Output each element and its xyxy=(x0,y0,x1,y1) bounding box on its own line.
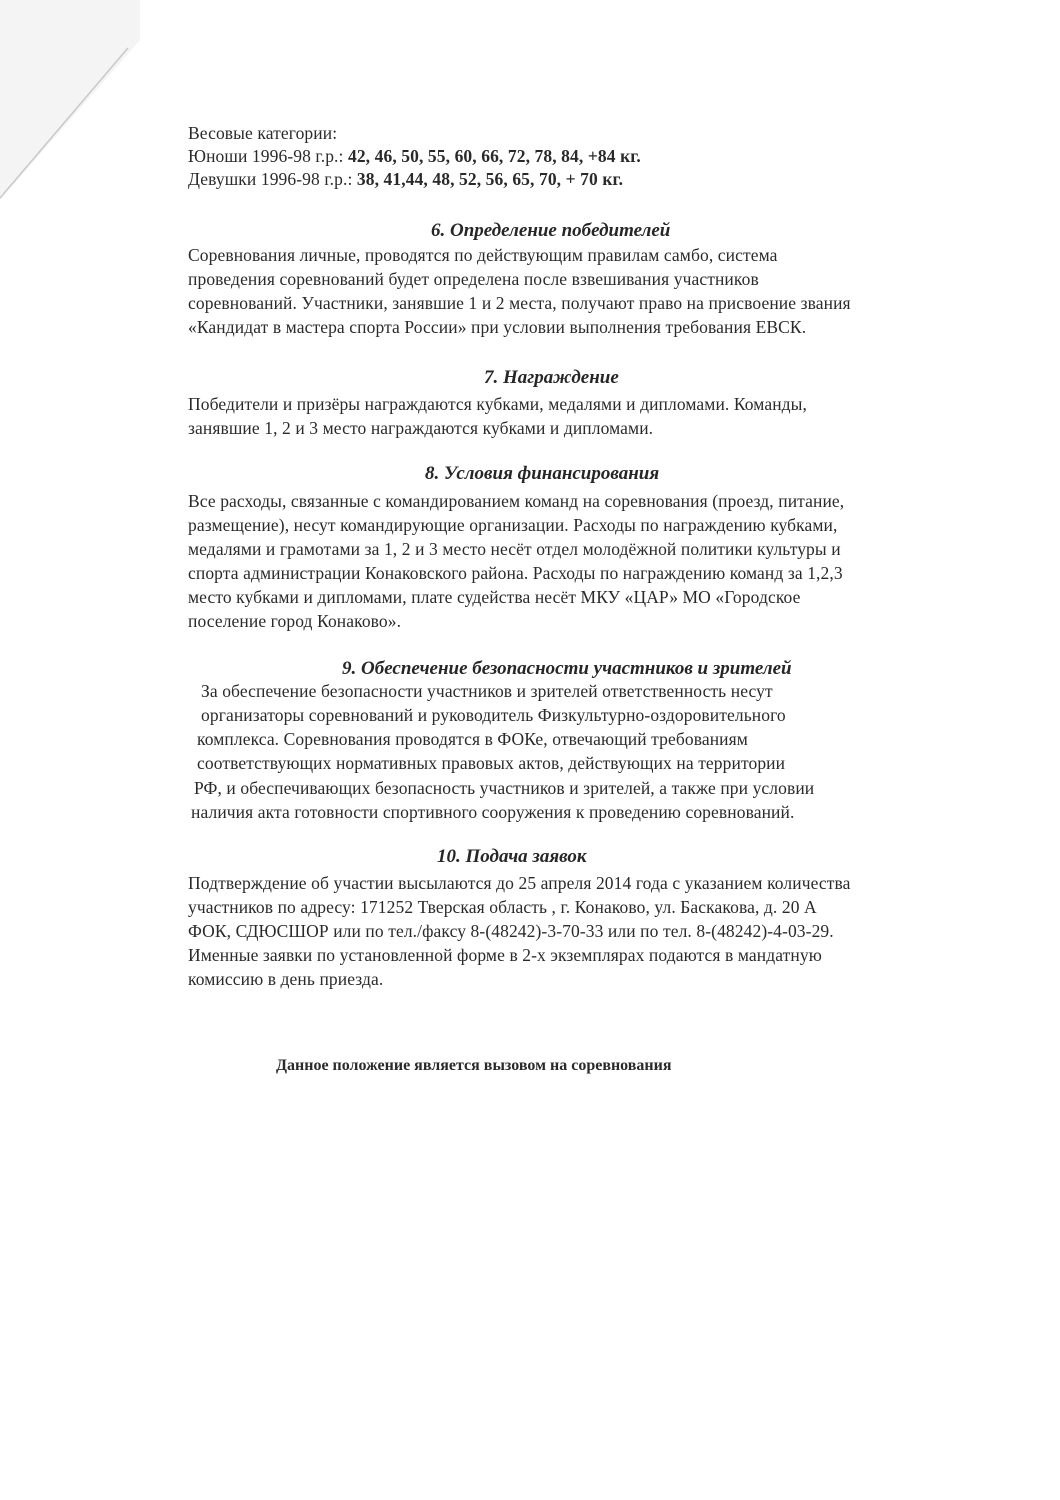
section-8-line: поселение город Конаково». xyxy=(188,611,402,631)
section-9-line: За обеспечение безопасности участников и зрителей ответственность несут xyxy=(201,681,773,701)
section-10-line: Подтверждение об участии высылаются до 25 апреля 2014 года с указанием количества xyxy=(188,873,851,893)
section-8-line: размещение), несут командирующие организации. Расходы по награждению кубками, xyxy=(188,515,838,535)
section-6-line: соревнований. Участники, занявшие 1 и 2 места, получают право на присвоение звания xyxy=(188,293,851,313)
section-10-line: Именные заявки по установленной форме в 2-х экземплярах подаются в мандатную xyxy=(188,945,822,965)
weights-girls-prefix: Девушки 1996-98 г.р.: xyxy=(188,169,357,189)
weights-girls-values: 38, 41,44, 48, 52, 56, 65, 70, + 70 кг. xyxy=(356,169,624,189)
section-8-line: медалями и грамотами за 1, 2 и 3 место несёт отдел молодёжной политики культуры и xyxy=(188,539,841,559)
section-6-heading: 6. Определение победителей xyxy=(431,220,671,241)
weights-boys-values: 42, 46, 50, 55, 60, 66, 72, 78, 84, +84 кг. xyxy=(347,146,641,166)
section-10-line: ФОК, СДЮСШОР или по тел./факсу 8-(48242)-3-70-33 или по тел. 8-(48242)-4-03-29. xyxy=(188,921,834,941)
section-10-heading: 10. Подача заявок xyxy=(437,846,587,867)
section-8-line: спорта администрации Конаковского района. Расходы по награждению команд за 1,2,3 xyxy=(188,563,843,583)
section-7-heading: 7. Награждение xyxy=(484,367,619,388)
weights-boys xyxy=(188,145,641,167)
section-9-heading: 9. Обеспечение безопасности участников и зрителей xyxy=(342,658,792,679)
section-9-line: соответствующих нормативных правовых актов, действующих на территории xyxy=(197,753,786,773)
section-9-line: наличия акта готовности спортивного сооружения к проведению соревнований. xyxy=(191,802,795,822)
section-6-line: Соревнования личные, проводятся по действующим правилам самбо, система xyxy=(188,245,778,265)
section-7-line: занявшие 1, 2 и 3 место награждаются кубками и дипломами. xyxy=(188,418,654,438)
section-8-heading: 8. Условия финансирования xyxy=(425,463,660,484)
document-footer: Данное положение является вызовом на соревнования xyxy=(276,1057,672,1074)
section-8-line: Все расходы, связанные с командированием команд на соревнования (проезд, питание, xyxy=(188,491,845,511)
weights-title: Весовые категории: xyxy=(188,123,338,143)
section-6-line: проведения соревнований будет определена после взвешивания участников xyxy=(188,269,759,289)
weights-boys-prefix: Юноши 1996-98 г.р.: xyxy=(188,146,348,166)
section-10-line: участников по адресу: 171252 Тверская область , г. Конаково, ул. Баскакова, д. 20 А xyxy=(188,897,817,917)
section-6-line: «Кандидат в мастера спорта России» при условии выполнения требования ЕВСК. xyxy=(188,317,807,337)
section-9-line: организаторы соревнований и руководитель Физкультурно-оздоровительного xyxy=(201,705,786,725)
section-7-line: Победители и призёры награждаются кубками, медалями и дипломами. Команды, xyxy=(188,394,808,414)
section-10-line: комиссию в день приезда. xyxy=(188,969,384,989)
section-8-line: место кубками и дипломами, плате судейства несёт МКУ «ЦАР» МО «Городское xyxy=(188,587,801,607)
weights-girls xyxy=(188,168,623,190)
section-9-line: РФ, и обеспечивающих безопасность участников и зрителей, а также при условии xyxy=(194,778,815,798)
section-9-line: комплекса. Соревнования проводятся в ФОКе, отвечающий требованиям xyxy=(197,729,748,749)
